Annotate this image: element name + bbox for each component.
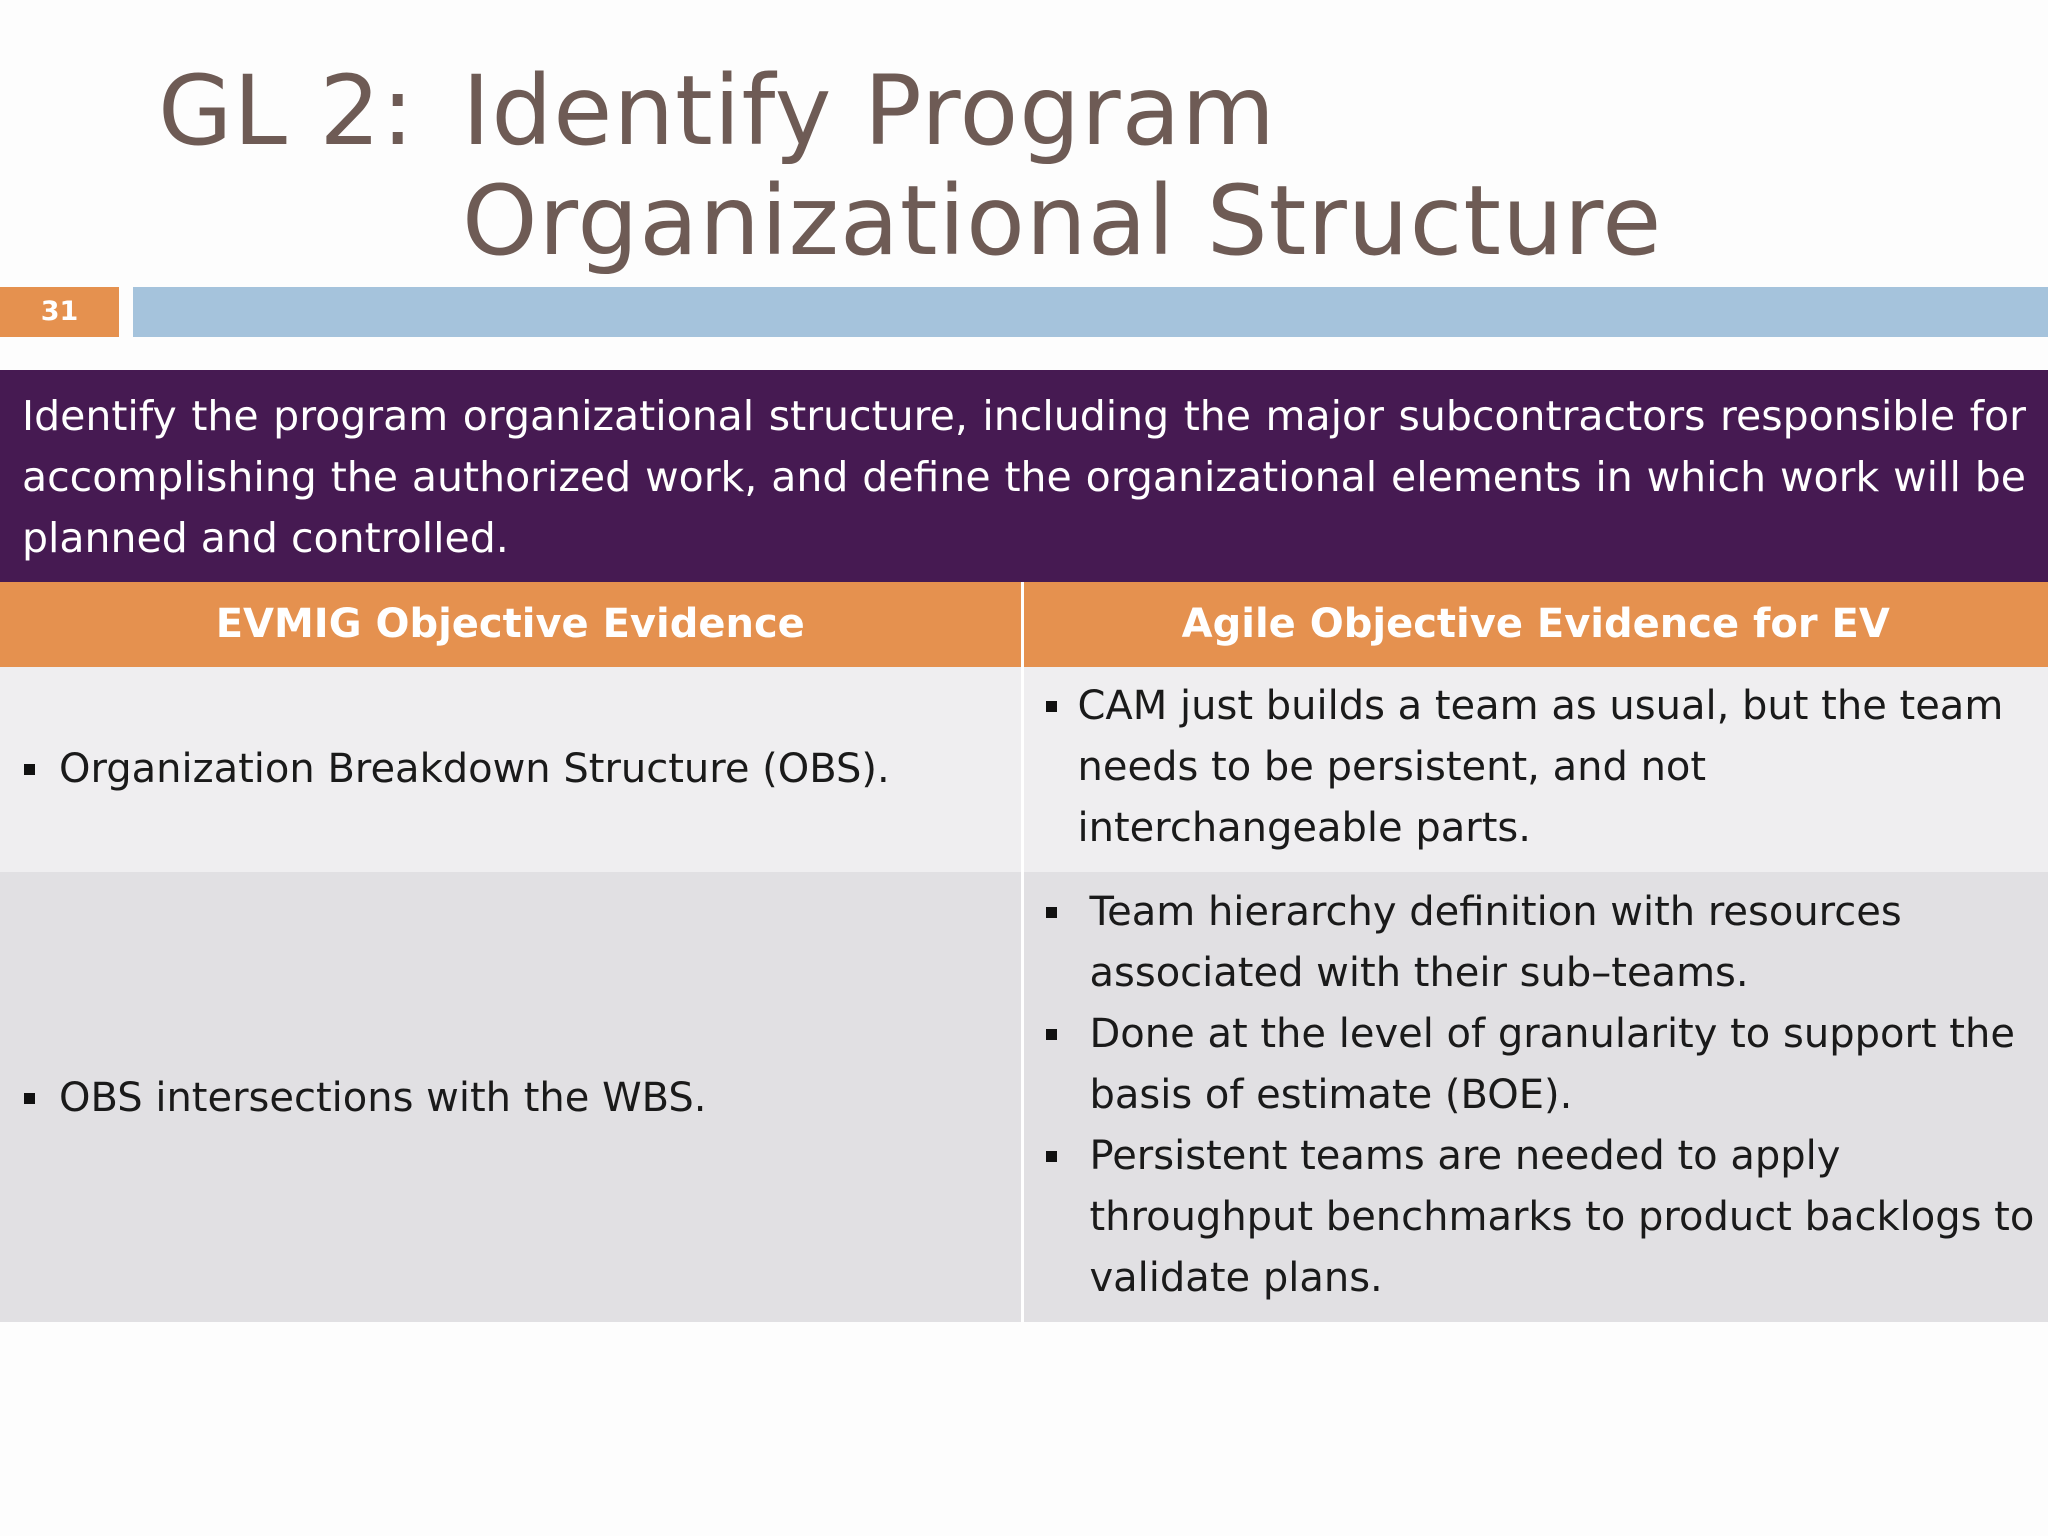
guideline-statement — [0, 370, 2048, 582]
bullet-icon — [24, 764, 35, 775]
bullet-icon — [1046, 1151, 1057, 1162]
table-cell-right — [1024, 872, 2048, 1322]
table-row — [0, 667, 2048, 872]
list-item — [1046, 676, 2036, 859]
list-item — [1046, 1126, 2036, 1309]
list-item — [1046, 1004, 2036, 1126]
list-item-text: Done at the level of granularity to support the basis of estimate (BOE). — [1089, 1011, 2015, 1118]
list-item — [24, 739, 1004, 800]
list-item-text: Team hierarchy definition with resources associated with their sub–teams. — [1089, 889, 1902, 996]
header-agile: Agile Objective Evidence for EV — [1181, 601, 1890, 647]
list-item-text: CAM just builds a team as usual, but the team needs to be persistent, and not interchangeable parts. — [1077, 683, 2004, 851]
list-item-text: Persistent teams are needed to apply throughput benchmarks to product backlogs to validate plans. — [1089, 1133, 2035, 1301]
title-line-2: Organizational Structure — [462, 165, 1663, 277]
bullet-icon — [1046, 1029, 1057, 1040]
title-line-1: Identify Program — [462, 55, 1276, 167]
list-item — [24, 1068, 1004, 1129]
bullet-icon — [24, 1093, 35, 1104]
evidence-table — [0, 582, 2048, 1322]
header-evmig: EVMIG Objective Evidence — [215, 601, 805, 647]
table-cell-left — [0, 667, 1021, 872]
guideline-statement-text: Identify the program organizational structure, including the major subcontractors responsible for accomplishing the authorized work, and define the organizational elements in which work will be planned and controlled. — [22, 392, 2026, 562]
title-accent-bar — [133, 287, 2048, 337]
slide-number: 31 — [0, 287, 119, 337]
table-header-row — [0, 582, 2048, 667]
table-cell-right — [1024, 667, 2048, 872]
table-cell-left — [0, 872, 1021, 1322]
title-prefix: GL 2: — [158, 55, 415, 167]
slide-title — [462, 56, 1662, 276]
list-item — [1046, 882, 2036, 1004]
list-item-text: OBS intersections with the WBS. — [59, 1075, 707, 1121]
bullet-icon — [1046, 701, 1057, 712]
bullet-icon — [1046, 907, 1057, 918]
table-row — [0, 872, 2048, 1322]
list-item-text: Organization Breakdown Structure (OBS). — [59, 746, 890, 792]
